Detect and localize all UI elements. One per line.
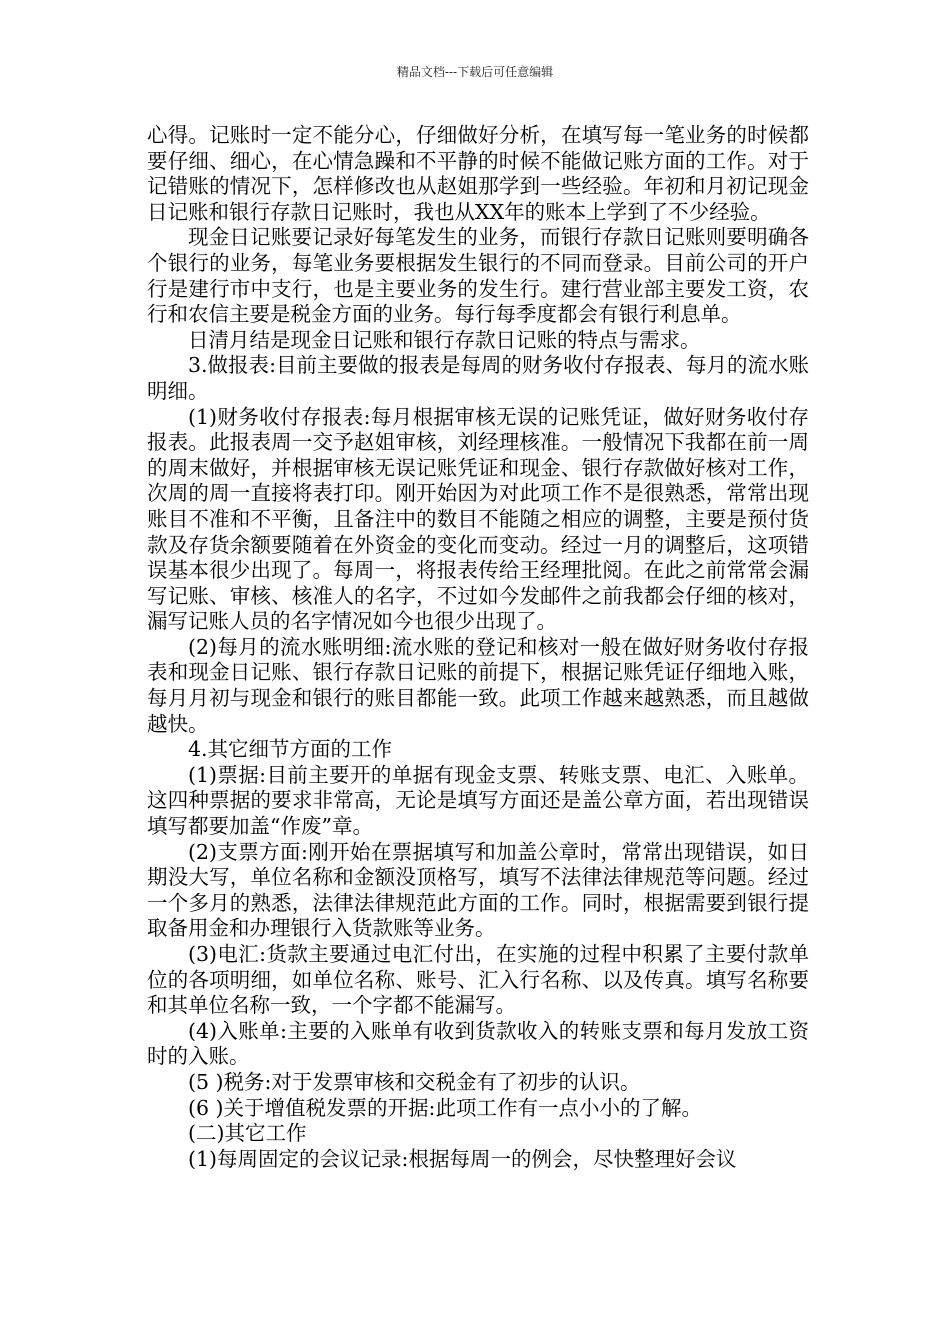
paragraph-meeting-minutes: (1)每周固定的会议记录:根据每周一的例会，尽快整理好会议 [188,1146,737,1171]
section-other-details-heading: 4.其它细节方面的工作 [188,737,393,762]
section-other-work-heading: (二)其它工作 [188,1121,307,1146]
page-header: 精品文档---下载后可任意编辑 [396,65,554,79]
paragraph-tax: (5 )税务:对于发票审核和交税金有了初步的认识。 [188,1069,641,1094]
section-reports-heading: 3.做报表:目前主要做的报表是每周的财务收付存报表、每月的流水账明细。 [147,353,809,403]
paragraph-monthly-ledger: (2)每月的流水账明细:流水账的登记和核对一般在做好财务收付存报表和现金日记账、银行存款日记账的前提下，根据记账凭证仔细地入账，每月月初与现金和银行的账目都能一致。此项工作越来越熟悉，而且越做越快。 [147,634,809,736]
document-body [147,123,809,1172]
paragraph-bills: (1)票据:目前主要开的单据有现金支票、转账支票、电汇、入账单。这四种票据的要求非常高，无论是填写方面还是盖公章方面，若出现错误填写都要加盖“作废”章。 [147,762,809,839]
paragraph-checks: (2)支票方面:刚开始在票据填写和加盖公章时，常常出现错误，如日期没大写，单位名称和金额没顶格写，填写不法律法律规范等问题。经过一个多月的熟悉，法律法律规范此方面的工作。同时，根据需要到银行提取备用金和办理银行入货款账等业务。 [147,839,809,941]
paragraph-vat-invoice: (6 )关于增值税发票的开据:此项工作有一点小小的了解。 [188,1095,702,1120]
paragraph-wire-transfer: (3)电汇:货款主要通过电汇付出，在实施的过程中积累了主要付款单位的各项明细，如单位名称、账号、汇入行名称、以及传真。填写名称要和其单位名称一致，一个字都不能漏写。 [147,942,809,1018]
paragraph-continuation: 心得。记账时一定不能分心，仔细做好分析，在填写每一笔业务的时候都要仔细、细心，在心情急躁和不平静的时候不能做记账方面的工作。对于记错账的情况下，怎样修改也从赵姐那学到一些经验。年初和月初记现金日记账和银行存款日记账时，我也从XX年的账本上学到了不少经验。 [147,123,809,224]
paragraph-receipts-report: (1)财务收付存报表:每月根据审核无误的记账凭证，做好财务收付存报表。此报表周一交予赵姐审核，刘经理核准。一般情况下我都在前一周的周末做好，并根据审核无误记账凭证和现金、银行存款做好核对工作，次周的周一直接将表打印。刚开始因为对此项工作不是很熟悉，常常出现账目不准和不平衡，且备注中的数目不能随之相应的调整，主要是预付货款及存货余额要随着在外资金的变化而变动。经过一月的调整后，这项错误基本很少出现了。每周一，将报表传给王经理批阅。在此之前常常会漏写记账、审核、核准人的名字，不过如今发邮件之前我都会仔细的核对，漏写记账人员的名字情况如今也很少出现了。 [147,404,809,634]
paragraph-deposit-slips: (4)入账单:主要的入账单有收到货款收入的转账支票和每月发放工资时的入账。 [147,1018,809,1069]
paragraph-cash-journal: 现金日记账要记录好每笔发生的业务，而银行存款日记账则要明确各个银行的业务，每笔业务要根据发生银行的不同而登录。目前公司的开户行是建行市中支行，也是主要业务的发生行。建行营业部主要发工资，农行和农信主要是税金方面的业务。每行每季度都会有银行利息单。 [147,225,809,327]
paragraph-daily-clearing: 日清月结是现金日记账和银行存款日记账的特点与需求。 [188,327,701,352]
